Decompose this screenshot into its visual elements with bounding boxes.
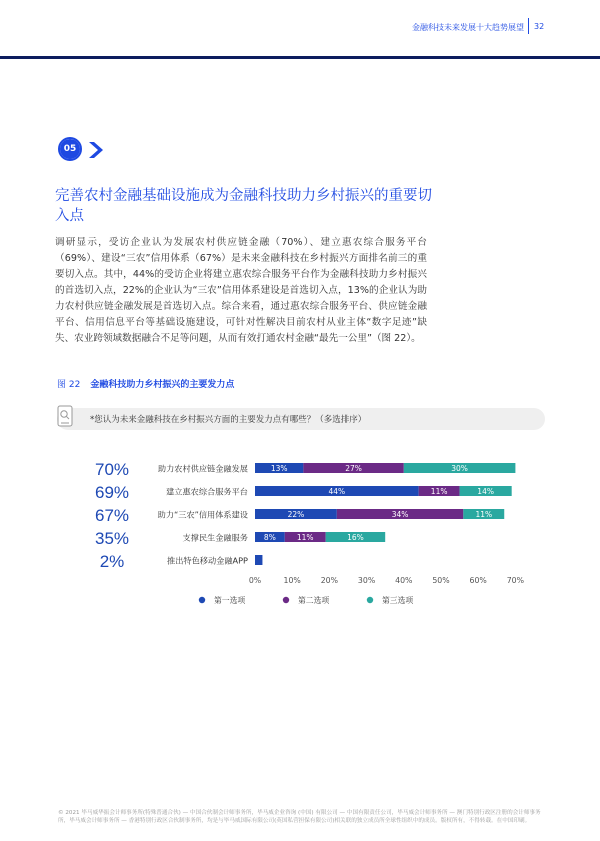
header-separator: [528, 18, 529, 34]
legend-label: 第三选项: [382, 596, 414, 605]
bar-value-label: 22%: [287, 510, 305, 519]
question-search-icon: [57, 405, 73, 429]
figure-number: 图 22: [57, 380, 81, 390]
x-tick-label: 50%: [432, 576, 450, 585]
category-label: 建立惠农综合服务平台: [166, 486, 248, 497]
section-number-badge: [58, 137, 82, 161]
body-paragraph: 调研显示，受访企业认为发展农村供应链金融（70%）、建立惠农综合服务平台（69%）、建设“三农”信用体系（67%）是未来金融科技在乡村振兴方面排名前三的重要切入点。其中，44%的受访企业将建立惠农综合服务平台作为金融科技助力乡村振兴的首选切入点，22%的企业认为“三农”信用体系建设是首选切入点，13%的企业认为助力农村供应链金融发展是首选切入点。综合来看，通过惠农综合服务平台、供应链金融平台、信用信息平台等基础设施建设，可针对性解决目前农村从业主体“数字足迹”缺失、农业跨领域数据融合不足等问题，从而有效打通农村金融“最先一公里”（图 22）。: [55, 237, 427, 344]
total-percent-label: 70%: [94, 460, 130, 479]
legend-label: 第二选项: [298, 596, 330, 605]
figure-caption: [57, 377, 234, 390]
bar-value-label: 8%: [263, 533, 276, 542]
total-percent-label: 69%: [94, 483, 130, 502]
page-header: [0, 0, 600, 56]
x-tick-label: 20%: [320, 576, 339, 585]
x-tick-label: 0%: [248, 576, 262, 585]
section-title: 完善农村金融基础设施成为金融科技助力乡村振兴的重要切入点: [55, 188, 432, 224]
category-label: 助力“三农”信用体系建设: [157, 509, 248, 520]
total-percent-label: 67%: [94, 506, 130, 525]
category-label: 助力农村供应链金融发展: [157, 463, 248, 474]
x-tick-label: 40%: [395, 576, 413, 585]
total-percent-label: 2%: [99, 552, 125, 571]
page-number: 32: [534, 22, 545, 31]
chevron-right-icon: [86, 139, 108, 161]
legend-marker: [199, 597, 205, 603]
bar-value-label: 44%: [328, 487, 346, 496]
bar-segment: [255, 555, 262, 565]
bar-value-label: 11%: [430, 487, 448, 496]
legend-marker: [283, 597, 289, 603]
survey-question: *您认为未来金融科技在乡村振兴方面的主要发力点有哪些？（多选排序）: [90, 415, 367, 425]
header-title: 金融科技未来发展十大趋势展望: [412, 23, 524, 32]
bar-value-label: 30%: [451, 464, 468, 473]
x-tick-label: 10%: [283, 576, 301, 585]
bar-value-label: 34%: [391, 510, 409, 519]
bar-value-label: 14%: [477, 487, 494, 496]
total-percent-label: 35%: [94, 529, 130, 548]
bar-value-label: 27%: [345, 464, 362, 473]
chart-svg: [0, 440, 600, 630]
x-tick-label: 70%: [506, 576, 525, 585]
legend-label: 第一选项: [214, 596, 246, 605]
header-rule: [0, 56, 600, 59]
bar-value-label: 13%: [270, 464, 288, 473]
x-tick-label: 30%: [357, 576, 376, 585]
legend-marker: [367, 597, 373, 603]
category-label: 推出特色移动金融APP: [167, 555, 248, 566]
stacked-bar-chart: [0, 440, 600, 630]
footer-copyright: © 2021 毕马威华振会计师事务所(特殊普通合伙) — 中国合伙制会计师事务所，毕马威企业咨询 (中国) 有限公司 — 中国有限责任公司，毕马威会计师事务所 — 澳门特别行政区注册的会计师事务所，毕马威会计师事务所 — 香港特别行政区合伙制事务所，均是与毕马威国际有限公司(英国私营担保有限公司)相关联的独立成员所全球性组织中的成员。版权所有，不得转载。在中国印刷。: [58, 810, 541, 824]
bar-value-label: 11%: [475, 510, 493, 519]
bar-value-label: 11%: [296, 533, 314, 542]
section-number: 05: [60, 139, 80, 159]
x-tick-label: 60%: [469, 576, 487, 585]
category-label: 支撑民生金融服务: [182, 532, 248, 543]
figure-title: 金融科技助力乡村振兴的主要发力点: [90, 380, 235, 390]
bar-value-label: 16%: [347, 533, 364, 542]
